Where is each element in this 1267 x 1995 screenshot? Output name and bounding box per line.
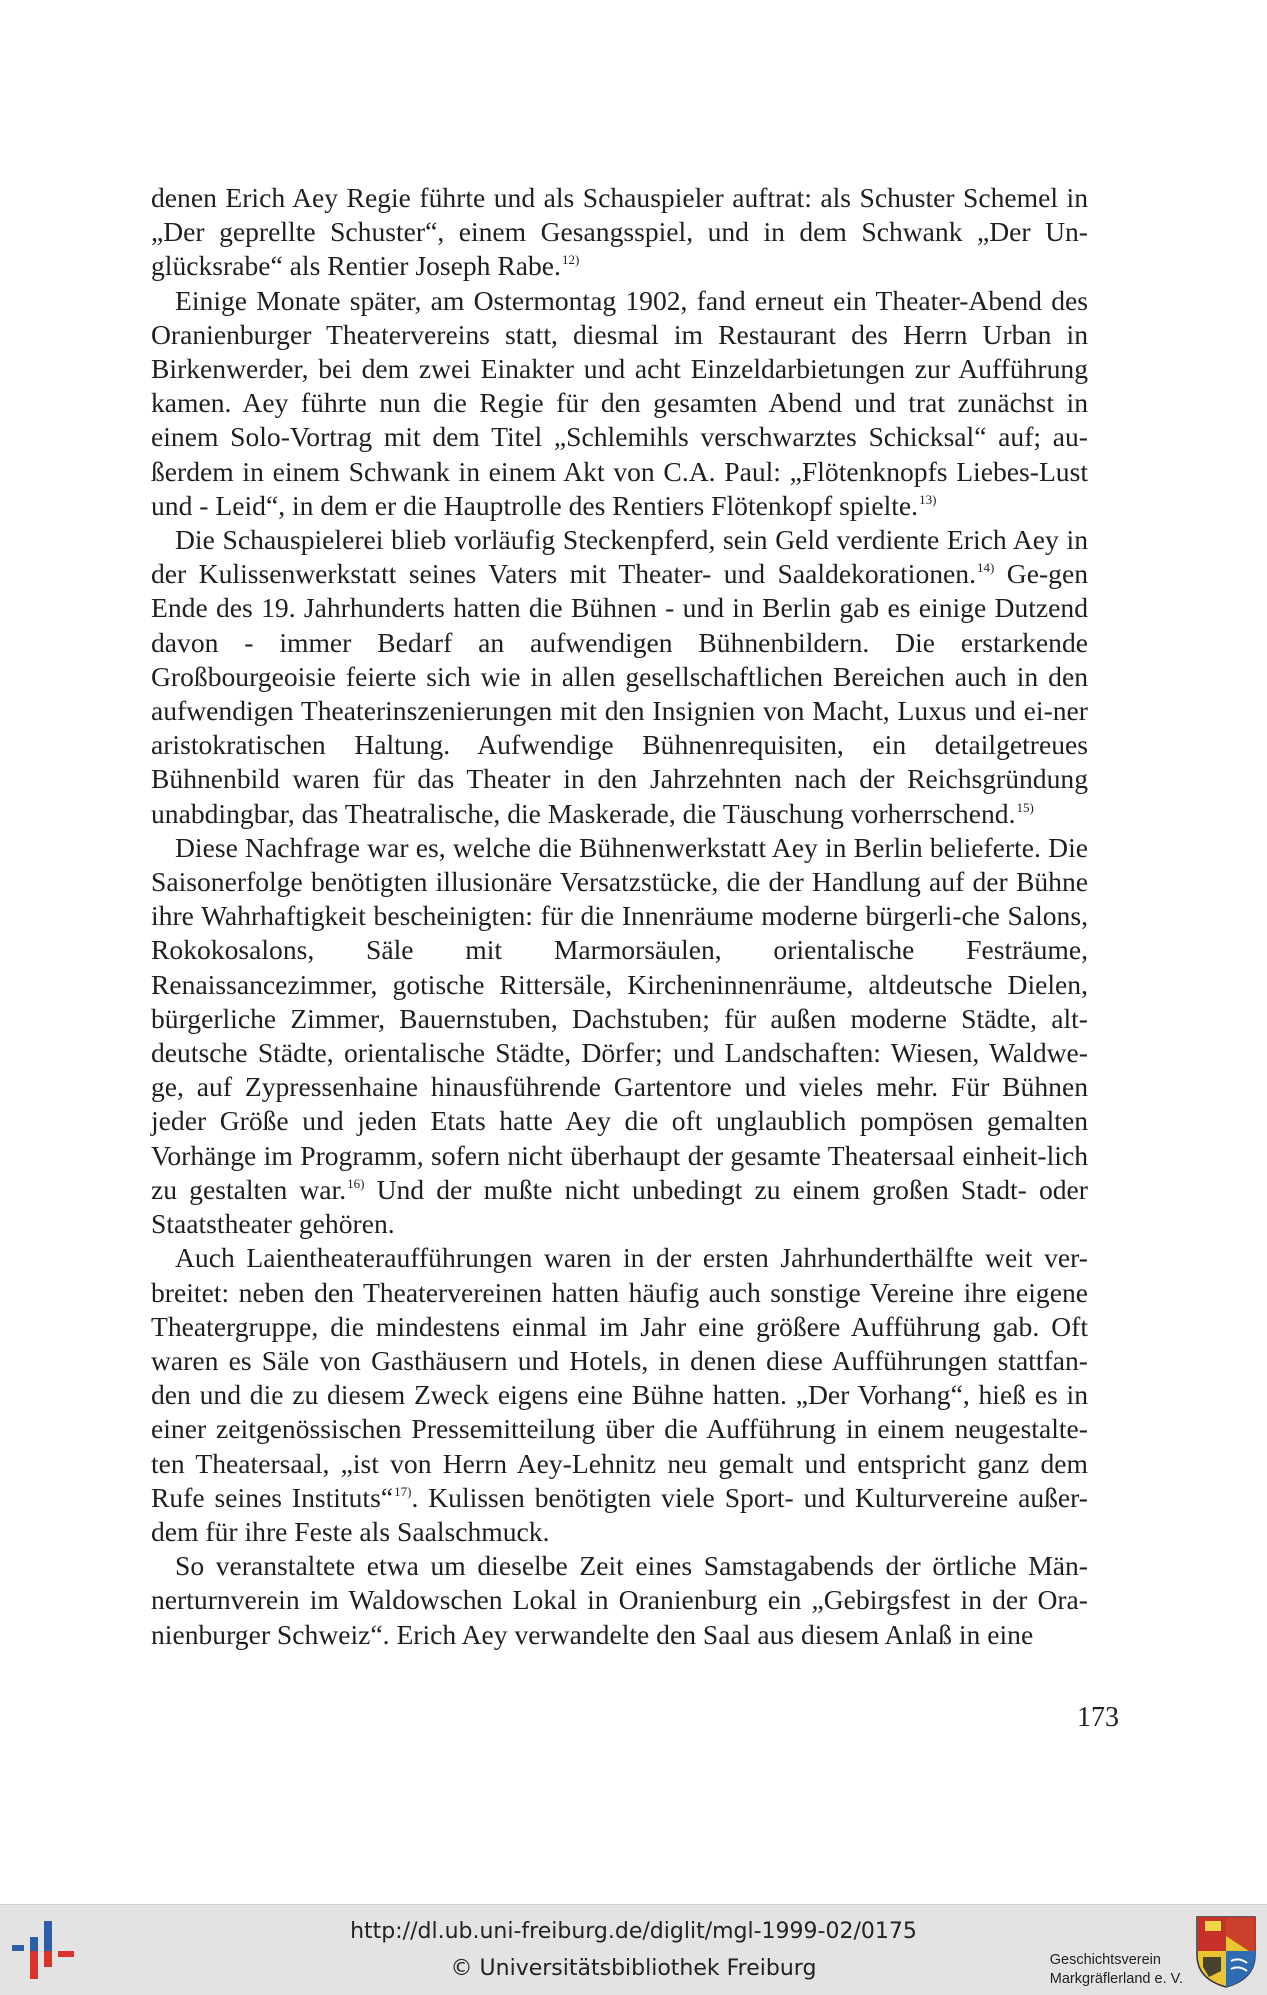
paragraph-text: Auch Laientheateraufführungen waren in der ersten Jahrhunderthälfte weit ver-breitet: neben den Theatervereinen hatten häufig auch sonstige Vereine ihre eigene Theatergruppe, die mindestens einmal im Jahr eine größere Aufführung gab. Oft waren es Säle von Gasthäusern und Hotels, in denen diese Aufführungen stattfan-den und die zu diesem Zweck eigens eine Bühne hatten. „Der Vorhang“, hieß es in einer zeitgenössischen Pressemitteilung über die Aufführung in einem neugestalte-ten Theatersaal, „ist von Herrn Aey-Lehnitz neu gemalt und entspricht ganz dem Rufe seines Instituts“ — [151, 1242, 1088, 1513]
paragraph-2 — [151, 284, 1088, 523]
paragraph-6 — [151, 1549, 1088, 1652]
society-line-1: Geschichtsverein — [1049, 1952, 1161, 1968]
paragraph-text-continued: Und der mußte nicht unbedingt zu einem großen Stadt- oder Staatstheater gehören. — [151, 1173, 1088, 1240]
society-line-2: Markgräflerland e. V. — [1049, 1971, 1183, 1987]
paragraph-1 — [151, 181, 1088, 284]
footnote-marker: 12) — [561, 252, 580, 268]
society-name[interactable] — [1050, 1951, 1183, 1989]
paragraph-text-continued: . Kulissen benötigten viele Sport- und Kulturvereine außer-dem für ihre Feste als Saalschmuck. — [151, 1481, 1088, 1547]
paragraph-text: So veranstaltete etwa um dieselbe Zeit eines Samstagabends der örtliche Män-nerturnverein im Waldowschen Lokal in Oranienburg ein „Gebirgsfest in der Ora-nienburger Schweiz“. Erich Aey verwandelte den Saal aus diesem Anlaß in eine — [151, 1550, 1088, 1650]
paragraph-text: Die Schauspielerei blieb vorläufig Steckenpferd, sein Geld verdiente Erich Aey in der Kulissenwerkstatt seines Vaters mit Theater- und Saaldekorationen. — [151, 524, 1088, 590]
page-body — [151, 181, 1088, 1652]
paragraph-text: Diese Nachfrage war es, welche die Bühnenwerkstatt Aey in Berlin belieferte. Die Saisonerfolge benötigten illusionäre Versatzstücke, die der Handlung auf der Bühne ihre Wahrhaftigkeit bescheinigten: für die Innenräume moderne bürgerli-che Salons, Rokokosalons, Säle mit Marmorsäulen, orientalische Festräume, Renaissancezimmer, gotische Rittersäle, Kircheninnenräume, altdeutsche Dielen, bürgerliche Zimmer, Bauernstuben, Dachstuben; für außen moderne Städte, alt-deutsche Städte, orientalische Städte, Dörfer; und Landschaften: Wiesen, Waldwe-ge, auf Zypressenhaine hinausführende Gartentore und vieles mehr. Für Bühnen jeder Größe und jeden Etats hatte Aey die oft unglaublich pompösen gemalten Vorhänge im Programm, sofern nicht überhaupt der gesamte Theatersaal einheit-lich zu gestalten war. — [151, 831, 1088, 1205]
paragraph-3 — [151, 523, 1088, 831]
paragraph-text-continued: Ge-gen Ende des 19. Jahrhunderts hatten die Bühnen - und in Berlin gab es einige Dutzend davon - immer Bedarf an aufwendigen Bühnenbildern. Die erstarkende Großbourgeoisie feierte sich wie in allen gesellschaftlichen Bereichen auch in den aufwendigen Theaterinszenierungen mit den Insignien von Macht, Luxus und ei-ner aristokratischen Haltung. Aufwendige Bühnenrequisiten, ein detailgetreues Bühnenbild waren für das Theater in den Jahrzehnten nach der Reichsgründung unabdingbar, das Theatralische, die Maskerade, die Täuschung vorherrschend. — [151, 558, 1088, 829]
copyright-text: © Universitätsbibliothek Freiburg — [450, 1956, 817, 1981]
footnote-marker: 16) — [347, 1175, 365, 1191]
page-number: 173 — [1077, 1702, 1119, 1733]
paragraph-text: Einige Monate später, am Ostermontag 1902, fand erneut ein Theater-Abend des Oranienburger Theatervereins statt, diesmal im Restaurant des Herrn Urban in Birkenwerder, bei dem zwei Einakter und acht Einzeldarbietungen zur Aufführung kamen. Aey führte nun die Regie für den gesamten Abend und trat zunächst in einem Solo-Vortrag mit dem Titel „Schlemihls verschwarztes Schicksal“ auf; au-ßerdem in einem Schwank in einem Akt von C.A. Paul: „Flötenknopfs Liebes-Lust und - Leid“, in dem er die Hauptrolle des Rentiers Flötenkopf spielte. — [151, 284, 1088, 521]
document-url-link[interactable]: http://dl.ub.uni-freiburg.de/diglit/mgl-1999-02/0175 — [350, 1919, 917, 1944]
paragraph-5 — [151, 1241, 1088, 1549]
footnote-marker: 17) — [394, 1483, 412, 1499]
footnote-marker: 15) — [1016, 799, 1034, 815]
footnote-marker: 14) — [977, 560, 995, 576]
footer-bar — [0, 1904, 1267, 1995]
footnote-marker: 13) — [919, 491, 937, 507]
paragraph-text: denen Erich Aey Regie führte und als Schauspieler auftrat: als Schuster Schemel in „Der geprellte Schuster“, einem Gesangsspiel, und in dem Schwank „Der Un-glücksrabe“ als Rentier Joseph Rabe. — [151, 182, 1088, 282]
paragraph-4 — [151, 831, 1088, 1241]
coat-of-arms-icon[interactable] — [1195, 1911, 1257, 1989]
